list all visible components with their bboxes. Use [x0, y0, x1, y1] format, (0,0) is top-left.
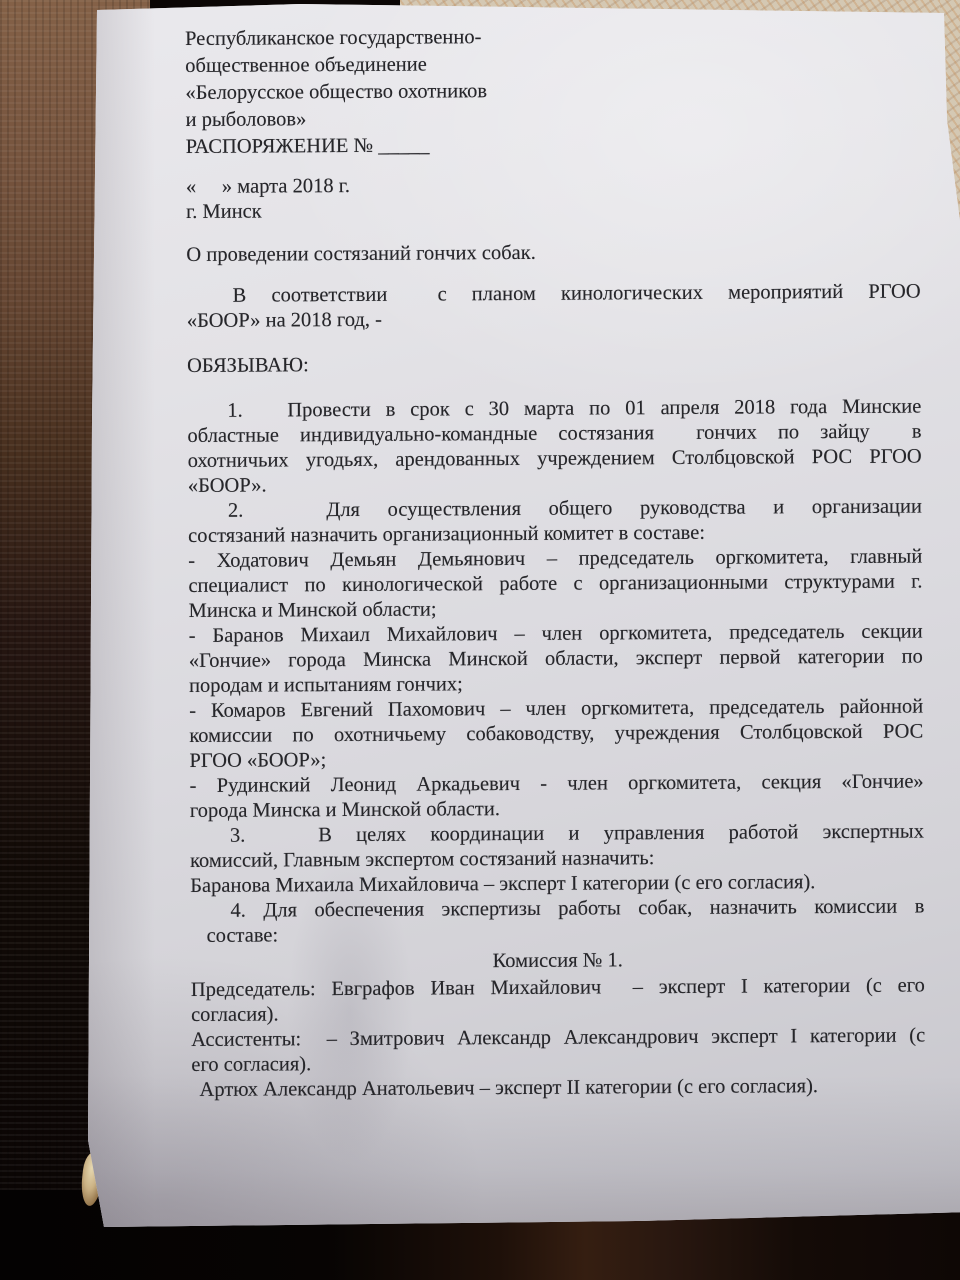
doc-line: состязаний назначить организационный комитет в составе:: [188, 521, 706, 547]
doc-line: Ассистенты: – Змитрович Александр Александрович эксперт I категории (с: [191, 1024, 926, 1051]
document-text: [185, 22, 926, 1103]
doc-line: «Белорусское общество охотников: [185, 80, 488, 104]
doc-line: Комиссия № 1.: [492, 949, 623, 973]
doc-line: Председатель: Евграфов Иван Михайлович – эксперт I категории (с его: [190, 974, 925, 1001]
doc-block-preamble: [187, 280, 921, 334]
doc-line: РАСПОРЯЖЕНИЕ № _____: [185, 134, 430, 158]
doc-block-date-place: [186, 171, 920, 225]
doc-block-obligation-heading: [187, 350, 921, 379]
doc-line: - Рудинский Леонид Аркадьевич - член оргкомитета, секция «Гончие»: [189, 770, 924, 797]
doc-block-item-4-commissions: [190, 895, 924, 949]
doc-line: - Комаров Евгений Пахомович – член оргкомитета, председатель районной: [189, 695, 924, 722]
doc-line: - Ходатович Демьян Демьянович – председатель оргкомитета, главный: [188, 545, 923, 572]
doc-line: Артюх Александр Анатольевич – эксперт II категории (с его согласия).: [199, 1075, 819, 1101]
doc-line: составе:: [206, 924, 279, 947]
doc-line: охотничьих угодьях, арендованных учреждением Столбцовской РОС РГОО: [187, 445, 922, 472]
doc-line: РГОО «БООР»;: [189, 749, 327, 772]
doc-block-item-1: [187, 395, 922, 499]
doc-line: «БООР» на 2018 год, -: [186, 308, 383, 332]
doc-line: 4. Для обеспечения экспертизы работы собак, назначить комиссии в: [230, 895, 925, 922]
doc-line: 3. В целях координации и управления работой экспертных: [229, 820, 925, 847]
doc-block-item-2-orgcommittee: [188, 495, 924, 824]
doc-line: комиссий, Главным экспертом состязаний назначить:: [190, 847, 655, 872]
doc-line: 2. Для осуществления общего руководства и организации: [227, 495, 923, 522]
doc-line: Минска и Минской области;: [188, 598, 437, 622]
doc-line: В соответствии с планом кинологических мероприятий РГОО: [232, 280, 921, 307]
doc-line: г. Минск: [186, 200, 262, 223]
doc-line: «Гончие» города Минска Минской области, эксперт первой категории по: [188, 645, 923, 672]
doc-line: 1. Провести в срок с 30 марта по 01 апреля 2018 года Минские: [227, 395, 922, 422]
doc-line: областные индивидуально-командные состязания гончих по зайцу в: [187, 420, 922, 447]
doc-line: О проведении состязаний гончих собак.: [186, 241, 536, 266]
doc-line: общественное объединение: [185, 53, 427, 77]
doc-block-letterhead: [185, 22, 920, 161]
doc-line: согласия).: [190, 1003, 279, 1026]
doc-block-subject: [186, 239, 920, 268]
doc-line: комиссии по охотничьему собаководству, учреждения Столбцовской РОС: [189, 720, 924, 747]
doc-line: его согласия).: [191, 1053, 312, 1076]
doc-line: « » марта 2018 г.: [185, 174, 351, 198]
doc-line: города Минска и Минской области.: [189, 798, 500, 822]
doc-line: специалист по кинологической работе с организационными структурами г.: [188, 570, 923, 597]
doc-block-item-3-chief-expert: [190, 820, 924, 899]
doc-line: - Баранов Михаил Михайлович – член оргкомитета, председатель секции: [188, 620, 923, 647]
doc-line: Республиканское государственно-: [185, 26, 482, 50]
doc-line: ОБЯЗЫВАЮ:: [187, 354, 309, 377]
doc-block-commission-1-title: [191, 946, 925, 975]
doc-block-commission-1-members: [191, 973, 926, 1102]
doc-line: и рыболовов»: [185, 108, 307, 131]
doc-line: «БООР».: [187, 474, 267, 497]
doc-line: породам и испытаниям гончих;: [188, 673, 463, 697]
doc-line: Баранова Михаила Михайловича – эксперт I категории (с его согласия).: [190, 871, 816, 897]
